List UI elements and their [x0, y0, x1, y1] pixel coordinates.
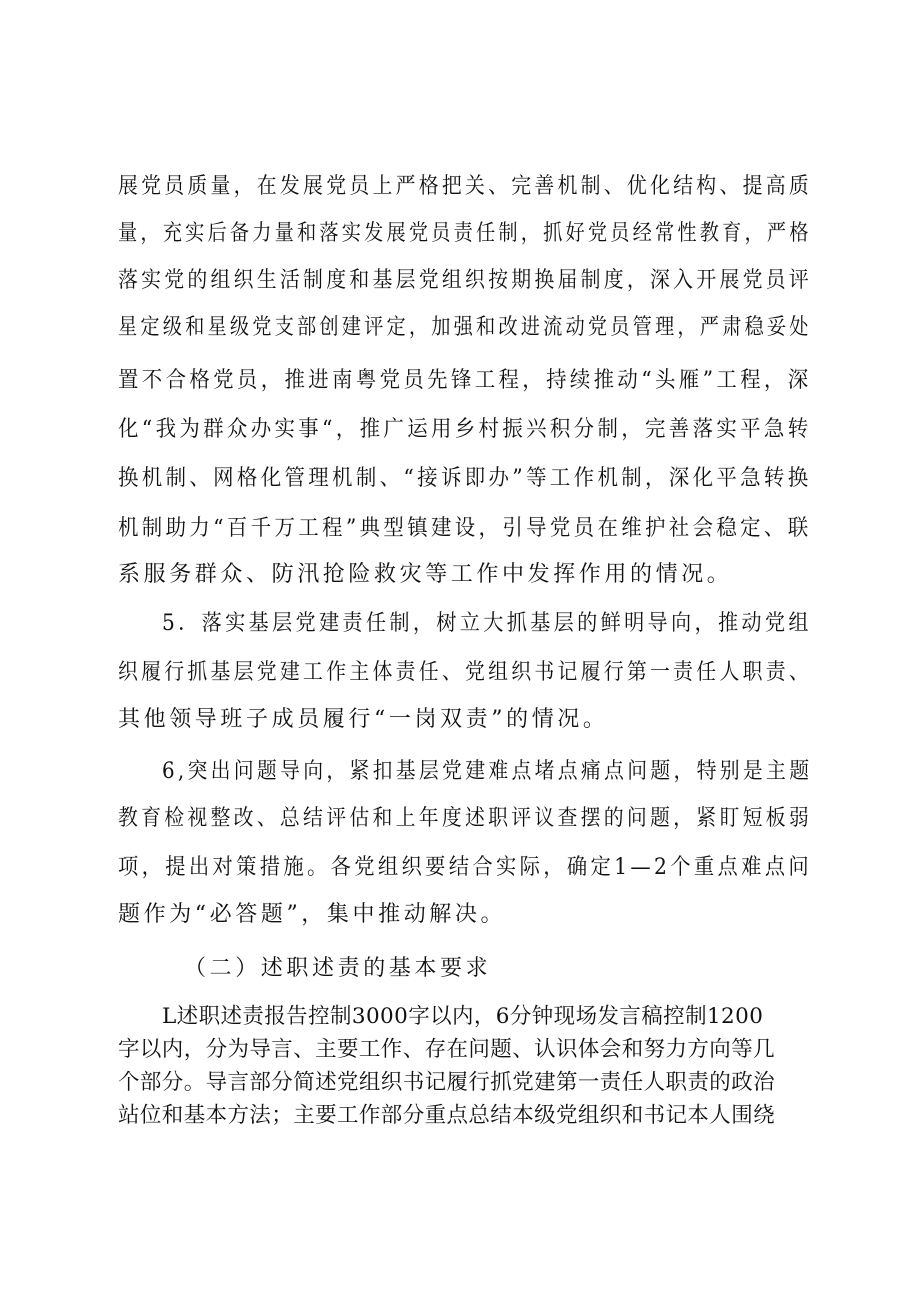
- paragraph-line: 换机制、网格化管理机制、“接诉即办”等工作机制，深化平急转换: [118, 466, 812, 491]
- item-6-line: 题作为“必答题”，集中推动解决。: [118, 902, 507, 927]
- paragraph-line: 置不合格党员，推进南粤党员先锋工程，持续推动“头雁”工程，深: [118, 368, 812, 393]
- paragraph-line: 展党员质量，在发展党员上严格把关、完善机制、优化结构、提高质: [118, 174, 812, 199]
- item-5-line: 其他领导班子成员履行“一岗双责”的情况。: [118, 707, 609, 732]
- paragraph-line: 量，充实后备力量和落实发展党员责任制，抓好党员经常性教育，严格: [118, 221, 812, 246]
- paragraph-line: 星定级和星级党支部创建评定，加强和改进流动党员管理，严肃稳妥处: [118, 315, 812, 340]
- requirement-1-line: 站位和基本方法；主要工作部分重点总结本级党组织和书记本人围绕: [118, 1103, 776, 1128]
- item-5-line: 织履行抓基层党建工作主体责任、党组织书记履行第一责任人职责、: [118, 660, 812, 685]
- paragraph-line: 系服务群众、防汛抢险救灾等工作中发挥作用的情况。: [118, 562, 733, 587]
- item-6-line: 6,突出问题导向，紧扣基层党建难点堵点痛点问题，特别是主题: [162, 759, 813, 784]
- item-6-line: 教育检视整改、总结评估和上年度述职评议查摆的问题，紧盯短板弱: [118, 806, 812, 831]
- paragraph-line: 化“我为群众办实事“，推广运用乡村振兴积分制，完善落实平急转: [118, 417, 812, 442]
- paragraph-line: 机制助力“百千万工程”典型镇建设，引导党员在维护社会稳定、联: [118, 516, 812, 541]
- paragraph-line: 落实党的组织生活制度和基层党组织按期换届制度，深入开展党员评: [118, 268, 812, 293]
- requirement-1-line: 字以内，分为导言、主要工作、存在问题、认识体会和努力方向等几: [118, 1037, 776, 1062]
- section-heading: （二）述职述责的基本要求: [184, 956, 492, 981]
- item-5-line: 5．落实基层党建责任制，树立大抓基层的鲜明导向，推动党组: [162, 611, 812, 636]
- item-6-line: 项，提出对策措施。各党组织要结合实际，确定1—2个重点难点问: [118, 855, 813, 880]
- requirement-1-line: 个部分。导言部分简述党组织书记履行抓党建第一责任人职责的政治: [118, 1070, 776, 1095]
- requirement-1-line: L述职述责报告控制3000字以内，6分钟现场发言稿控制1200: [162, 1004, 764, 1029]
